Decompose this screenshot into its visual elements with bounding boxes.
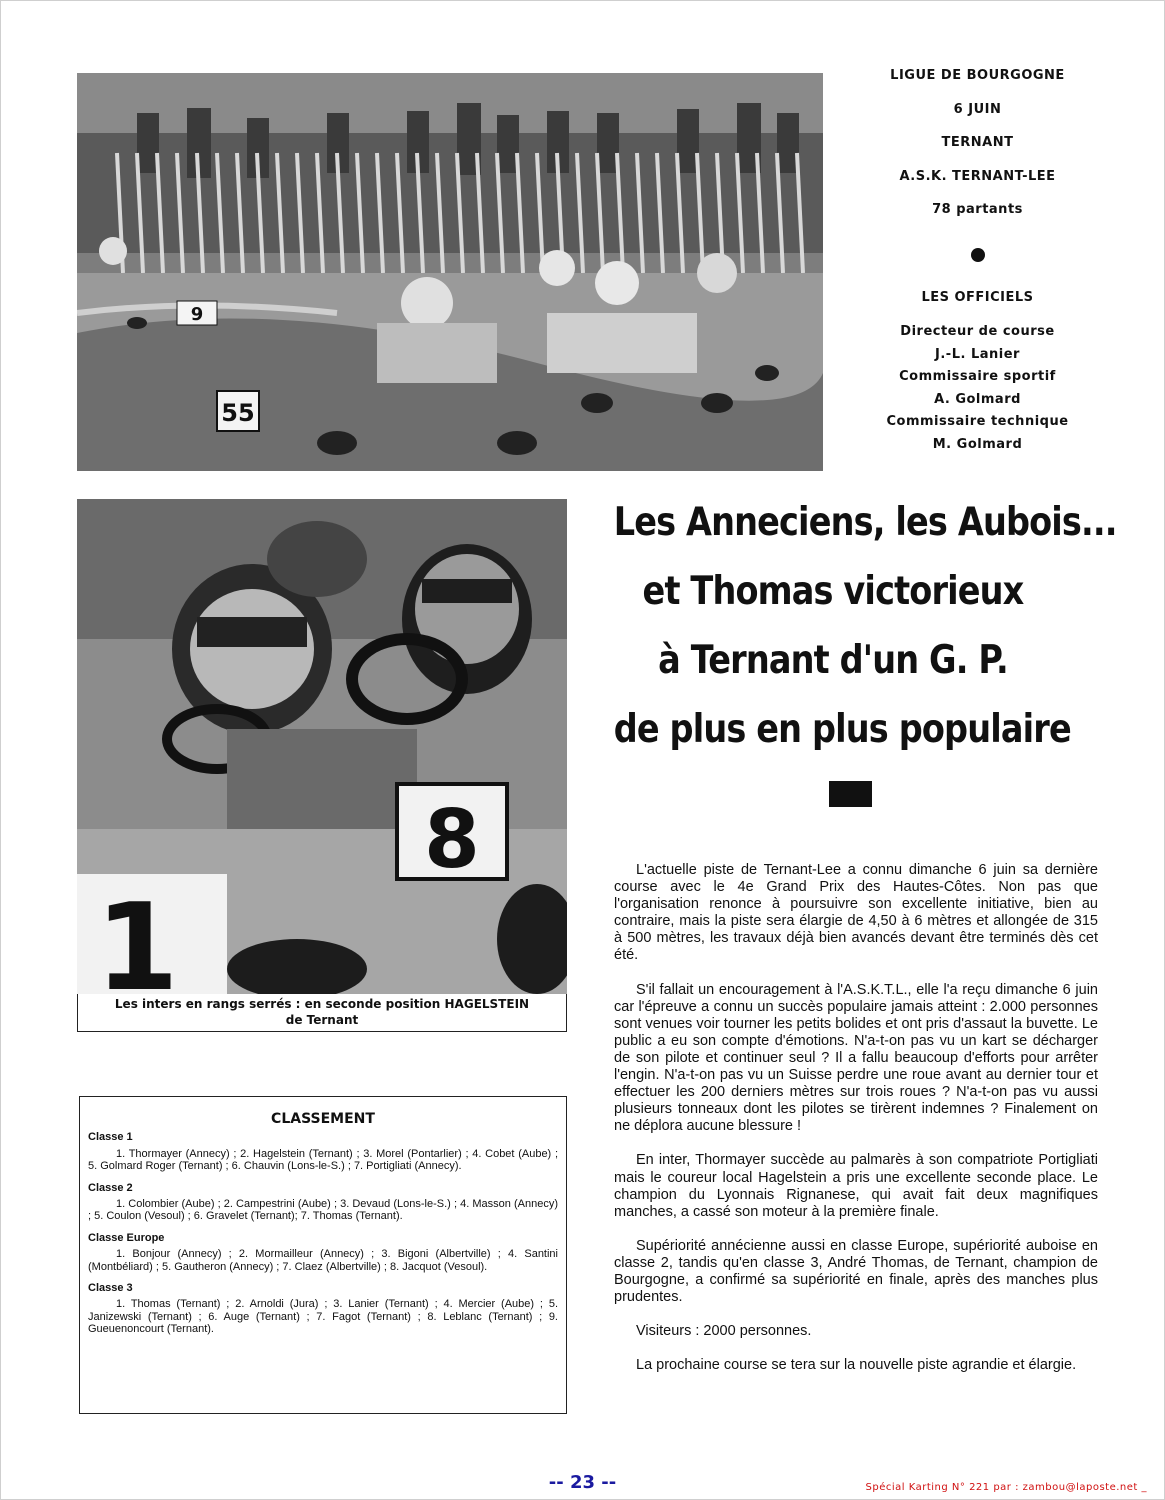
info-date: 6 JUIN: [953, 101, 1002, 117]
bullet-dot: [971, 248, 985, 262]
info-club: A.S.K. TERNANT-LEE: [899, 168, 1056, 184]
class-name: Classe 2: [88, 1181, 133, 1194]
class-name: Classe 1: [88, 1131, 133, 1144]
black-separator: [829, 781, 872, 807]
article-paragraph: Supériorité annécienne aussi en classe Europe, supériorité auboise en classe 2, tandis qu'en classe 3, André Thomas, de Ternant, champion de Bourgogne, a confirmé sa supériorité en finale, après des manches plus prudentes.: [614, 1237, 1098, 1306]
race-info: [855, 66, 1100, 456]
results-class: [88, 1282, 558, 1336]
article-paragraph: En inter, Thormayer succède au palmarès à son compatriote Portigliati mais le coureur local Hagelstein a pris une excellente seconde place. Le champion du Lyonnais Rignanese, qui avait fait deux magnifiques manches, a cassé son moteur à la première finale.: [614, 1152, 1098, 1220]
article-paragraph: La prochaine course se tera sur la nouvelle piste agrandie et élargie.: [636, 1357, 1077, 1374]
results-box: [79, 1096, 567, 1414]
class-results: 1. Thormayer (Annecy) ; 2. Hagelstein (Ternant) ; 3. Morel (Pontarlier) ; 4. Cobet (Aube) ; 5. Golmard Roger (Ternant) ; 6. Chauvin (Lons-le-S.) ; 7. Portigliati (Annecy).: [88, 1147, 558, 1173]
class-results: 1. Bonjour (Annecy) ; 2. Mormailleur (Annecy) ; 3. Bigoni (Albertville) ; 4. Santini (Montbéliard) ; 5. Gautheron (Annecy) ; 7. Claez (Albertville) ; 8. Jacquot (Vesoul).: [88, 1248, 558, 1273]
photo-caption: [77, 994, 567, 1032]
article-body: [614, 862, 1098, 1391]
article-paragraph: Visiteurs : 2000 personnes.: [636, 1323, 812, 1340]
info-venue: TERNANT: [941, 135, 1014, 150]
results-class: [88, 1182, 558, 1223]
results-title: CLASSEMENT: [271, 1111, 375, 1127]
headline-line: Les Anneciens, les Aubois...: [613, 500, 1117, 545]
caption-line: Les inters en rangs serrés : en seconde position HAGELSTEIN: [114, 997, 530, 1011]
race-photo-left: [77, 499, 567, 994]
kart-number-8: 8: [424, 793, 480, 886]
article-paragraph: L'actuelle piste de Ternant-Lee a connu dimanche 6 juin sa dernière course avec le 4e Grand Prix des Hautes-Côtes. Non pas que l'organisation renonce à poursuivre son excellente initiative, bien au contraire, mais la piste sera élargie de 4,50 à 6 mètres et allongée de 315 à 500 mètres, les travaux déjà bien avancés devant être terminés dès cet été.: [614, 862, 1098, 964]
class-name: Classe 3: [88, 1282, 133, 1295]
footer-credit: Spécial Karting N° 221 par : zambou@laposte.net _: [865, 1482, 1147, 1493]
official-name: A. Golmard: [934, 391, 1021, 407]
results-class: [88, 1131, 558, 1172]
page-number: -- 23 --: [548, 1472, 617, 1493]
class-name: Classe Europe: [88, 1231, 165, 1244]
class-results: 1. Thomas (Ternant) ; 2. Arnoldi (Jura) ; 3. Lanier (Ternant) ; 4. Mercier (Aube) ; 5. Janizewski (Ternant) ; 6. Auge (Ternant) ; 7. Fagot (Ternant) ; 8. Leblanc (Ternant) ; 9. Gueuenoncourt (Ternant).: [88, 1298, 558, 1336]
kart-number-55: 55: [221, 399, 255, 427]
official-name: M. Golmard: [932, 436, 1023, 452]
article-paragraph: S'il fallait un encouragement à l'A.S.K.T.L., elle l'a reçu dimanche 6 juin car l'épreuve a connu un succès populaire jamais atteint : 2.000 personnes sont venues voir tourner les petits bolides et ont pris d'assaut la buvette. Le public a eu son compte d'émotions. N'a-t-on pas vu un kart se décharger de son pilote et continuer seul ? Il a fallu beaucoup d'efforts pour arrêter l'engin. N'a-t-on pas vu un Suisse perdre une roue avant au dernier tour et effectuer les 200 derniers mètres sur trois roues ? N'a-t-on pas vu aussi plusieurs tonneaux dont les pilotes se tirèrent indemnes ? Finalement on ne déplora aucune blessure !: [614, 981, 1098, 1135]
kart-number-9: 9: [190, 304, 204, 325]
results-class: [88, 1232, 558, 1273]
official-role: Directeur de course: [900, 324, 1055, 339]
official-role: Commissaire sportif: [899, 369, 1056, 384]
officials-title: LES OFFICIELS: [921, 289, 1034, 305]
kart-number-1: 1: [95, 879, 179, 994]
class-results: 1. Colombier (Aube) ; 2. Campestrini (Aube) ; 3. Devaud (Lons-le-S.) ; 4. Masson (Annecy) ; 5. Coulon (Vesoul) ; 6. Gravelet (Ternant); 7. Thomas (Ternant).: [88, 1198, 558, 1223]
headline: [613, 488, 1117, 764]
info-starters: 78 partants: [932, 202, 1023, 217]
race-photo-top: [77, 73, 823, 471]
info-league: LIGUE DE BOURGOGNE: [890, 68, 1065, 83]
official-role: Commissaire technique: [886, 414, 1069, 429]
headline-line: et Thomas victorieux: [642, 569, 1024, 614]
headline-line: à Ternant d'un G. P.: [658, 638, 1008, 683]
caption-line: de Ternant: [285, 1013, 359, 1027]
official-name: J.-L. Lanier: [935, 346, 1020, 362]
headline-line: de plus en plus populaire: [613, 707, 1071, 752]
